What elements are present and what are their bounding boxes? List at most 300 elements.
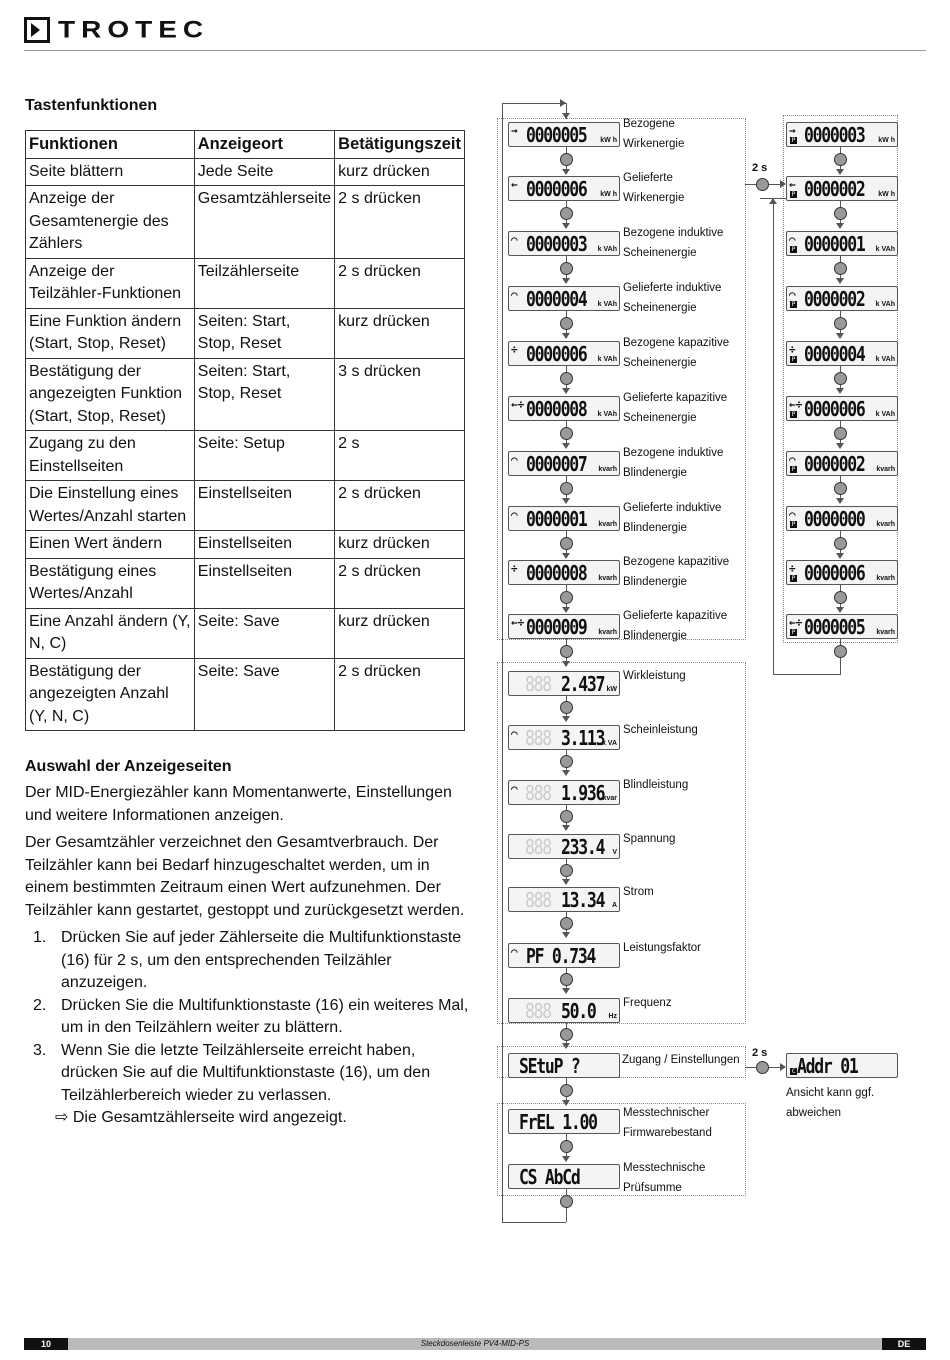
step-item bbox=[25, 1040, 470, 1108]
display-label bbox=[623, 938, 748, 958]
step-text: Drücken Sie die Multifunktionstaste (16) ein weiteres Mal, um in den Teilzählern weiter zu blättern. bbox=[61, 996, 469, 1036]
display-label-line: Bezogene induktive bbox=[623, 447, 724, 459]
table-cell: Einstellseiten bbox=[194, 531, 334, 559]
instant-value-display bbox=[508, 725, 620, 750]
table-cell: kurz drücken bbox=[335, 608, 465, 658]
direction-icon: ÷ bbox=[789, 343, 796, 356]
display-label bbox=[623, 388, 748, 428]
subcounter-display bbox=[786, 396, 898, 421]
multifunction-button-icon bbox=[560, 701, 573, 714]
step-number: 3. bbox=[33, 1041, 47, 1059]
arrow-down-icon bbox=[562, 388, 570, 394]
table-cell: Seite: Save bbox=[194, 658, 334, 731]
table-row bbox=[26, 186, 465, 259]
setup-display bbox=[508, 1053, 620, 1078]
multifunction-button-icon bbox=[834, 153, 847, 166]
table-cell: 2 s drücken bbox=[335, 481, 465, 531]
multifunction-button-icon bbox=[834, 427, 847, 440]
table-cell: Bestätigung der angezeigten Anzahl (Y, N, C) bbox=[26, 658, 195, 731]
table-cell: Die Einstellung eines Wertes/Anzahl starten bbox=[26, 481, 195, 531]
arrow-down-icon bbox=[562, 879, 570, 885]
step-item bbox=[25, 927, 470, 995]
multifunction-button-icon bbox=[756, 178, 769, 191]
subcounter-marker-icon: P bbox=[791, 575, 796, 582]
table-cell: Bestätigung der angezeigten Funktion (Start, Stop, Reset) bbox=[26, 358, 195, 431]
lcd-value: 0000004 bbox=[804, 342, 865, 366]
language-code: DE bbox=[882, 1338, 926, 1350]
table-cell: Jede Seite bbox=[194, 158, 334, 186]
lcd-value: SEtuP ? bbox=[519, 1054, 580, 1078]
instant-value-display bbox=[508, 998, 620, 1023]
brand-logo bbox=[24, 15, 209, 45]
connector-line bbox=[773, 198, 774, 674]
table-cell: 3 s drücken bbox=[335, 358, 465, 431]
subcounter-display bbox=[786, 506, 898, 531]
document-title: Steckdosenleiste PV4-MID-PS bbox=[420, 1339, 530, 1348]
multifunction-button-icon bbox=[834, 372, 847, 385]
display-label-line: Messtechnische bbox=[623, 1162, 706, 1174]
lcd-value: 0000002 bbox=[804, 177, 865, 201]
energy-display bbox=[508, 286, 620, 311]
multifunction-button-icon bbox=[834, 482, 847, 495]
energy-display bbox=[508, 176, 620, 201]
direction-icon: ⌒ bbox=[511, 782, 518, 795]
display-label bbox=[623, 666, 748, 686]
connector-line bbox=[840, 658, 841, 674]
multifunction-button-icon bbox=[834, 317, 847, 330]
display-label-line: Leistungsfaktor bbox=[623, 942, 701, 954]
lcd-unit: kvarh bbox=[876, 575, 895, 582]
lcd-unit: k VAh bbox=[597, 301, 617, 308]
connector-line bbox=[502, 103, 503, 1223]
table-cell: Einstellseiten bbox=[194, 558, 334, 608]
lcd-unit: A bbox=[611, 902, 617, 909]
display-label bbox=[623, 606, 748, 646]
arrow-down-icon bbox=[836, 333, 844, 339]
table-cell: kurz drücken bbox=[335, 158, 465, 186]
table-cell: Seiten: Start, Stop, Reset bbox=[194, 358, 334, 431]
direction-icon: ←÷ bbox=[511, 616, 525, 629]
press-duration-label: 2 s bbox=[752, 1047, 768, 1059]
direction-icon: ⌒ bbox=[511, 727, 518, 740]
subcounter-display bbox=[786, 614, 898, 639]
arrow-down-icon bbox=[836, 223, 844, 229]
table-header-cell: Betätigungszeit bbox=[335, 131, 465, 159]
lcd-value: FrEL 1.00 bbox=[519, 1110, 597, 1134]
arrow-down-icon bbox=[836, 443, 844, 449]
multifunction-button-icon bbox=[834, 207, 847, 220]
arrow-down-icon bbox=[562, 498, 570, 504]
lcd-ghost-digits: 888 bbox=[525, 726, 551, 750]
multifunction-button-icon bbox=[560, 864, 573, 877]
brand-name: TROTEC bbox=[58, 16, 210, 43]
lcd-unit: k VAh bbox=[597, 246, 617, 253]
lcd-value: 0000008 bbox=[526, 561, 587, 585]
multifunction-button-icon bbox=[834, 537, 847, 550]
energy-display bbox=[508, 560, 620, 585]
arrow-down-icon bbox=[562, 932, 570, 938]
table-row bbox=[26, 431, 465, 481]
lcd-unit: kW h bbox=[878, 137, 895, 144]
table-cell: 2 s drücken bbox=[335, 658, 465, 731]
subcounter-display bbox=[786, 176, 898, 201]
connector-line bbox=[566, 1208, 567, 1222]
lcd-value: Addr 01 bbox=[797, 1054, 858, 1078]
lcd-unit: V bbox=[612, 849, 617, 856]
lcd-value: 0000003 bbox=[804, 123, 865, 147]
direction-icon: ÷ bbox=[789, 562, 796, 575]
direction-icon: ← bbox=[789, 178, 796, 191]
lcd-unit: kvar bbox=[602, 795, 617, 802]
display-label-line: Bezogene bbox=[623, 118, 675, 130]
display-label-line: Zugang / Einstellungen bbox=[622, 1054, 740, 1066]
direction-icon: ⌒ bbox=[789, 508, 796, 521]
lcd-unit: kW h bbox=[600, 191, 617, 198]
subcounter-marker-icon: P bbox=[791, 246, 796, 253]
display-label-line: Frequenz bbox=[623, 997, 672, 1009]
display-label-line: Scheinenergie bbox=[623, 302, 697, 314]
multifunction-button-icon bbox=[834, 262, 847, 275]
subcounter-display bbox=[786, 451, 898, 476]
section-title-tastenfunktionen: Tastenfunktionen bbox=[25, 97, 158, 114]
lcd-unit: kvarh bbox=[598, 629, 617, 636]
display-label bbox=[623, 1158, 748, 1198]
multifunction-button-icon bbox=[560, 427, 573, 440]
header-rule bbox=[24, 50, 926, 51]
direction-icon: → bbox=[511, 124, 518, 137]
display-label-line: Bezogene kapazitive bbox=[623, 556, 730, 568]
connector-line bbox=[502, 1222, 566, 1223]
lcd-value: 0000006 bbox=[526, 177, 587, 201]
display-label-line: Bezogene induktive bbox=[623, 227, 724, 239]
lcd-value: 50.0 bbox=[561, 999, 596, 1023]
direction-icon: ⌒ bbox=[789, 453, 796, 466]
table-row bbox=[26, 158, 465, 186]
table-cell: Bestätigung eines Wertes/Anzahl bbox=[26, 558, 195, 608]
lcd-ghost-digits: 888 bbox=[525, 781, 551, 805]
arrow-down-icon bbox=[836, 607, 844, 613]
lcd-unit: k VA bbox=[601, 740, 617, 747]
energy-display bbox=[508, 122, 620, 147]
lcd-value: 0000006 bbox=[804, 561, 865, 585]
display-label bbox=[623, 223, 748, 263]
subcounter-marker-icon: C bbox=[791, 1068, 796, 1075]
table-header-cell: Anzeigeort bbox=[194, 131, 334, 159]
direction-icon: ⌒ bbox=[511, 508, 518, 521]
multifunction-button-icon bbox=[560, 262, 573, 275]
subcounter-marker-icon: P bbox=[791, 356, 796, 363]
lcd-unit: k VAh bbox=[875, 356, 895, 363]
display-label-line: Wirkenergie bbox=[623, 192, 685, 204]
multifunction-button-icon bbox=[560, 1140, 573, 1153]
lcd-ghost-digits: 888 bbox=[525, 835, 551, 859]
direction-icon: ⌒ bbox=[789, 288, 796, 301]
display-label-line: Firmwarebestand bbox=[623, 1127, 712, 1139]
display-label bbox=[623, 333, 748, 373]
lcd-value: PF 0.734 bbox=[526, 944, 596, 968]
arrow-down-icon bbox=[562, 113, 570, 119]
lcd-unit: kvarh bbox=[598, 521, 617, 528]
lcd-value: 0000004 bbox=[526, 287, 587, 311]
lcd-ghost-digits: 888 bbox=[525, 888, 551, 912]
table-cell: Teilzählerseite bbox=[194, 258, 334, 308]
lcd-value: 0000000 bbox=[804, 507, 865, 531]
display-label bbox=[623, 993, 748, 1013]
lcd-value: 0000006 bbox=[804, 397, 865, 421]
step-number: 1. bbox=[33, 929, 47, 946]
lcd-value: 233.4 bbox=[561, 835, 605, 859]
display-label-line: Blindenergie bbox=[623, 576, 687, 588]
connector-line bbox=[745, 184, 756, 185]
lcd-unit: kvarh bbox=[876, 629, 895, 636]
energy-display bbox=[508, 451, 620, 476]
multifunction-button-icon bbox=[560, 372, 573, 385]
direction-icon: ⌒ bbox=[511, 288, 518, 301]
lcd-unit: kW h bbox=[878, 191, 895, 198]
arrow-down-icon bbox=[562, 716, 570, 722]
lcd-value: 0000002 bbox=[804, 452, 865, 476]
instant-value-display bbox=[508, 780, 620, 805]
arrow-down-icon bbox=[562, 770, 570, 776]
direction-icon: ←÷ bbox=[789, 398, 803, 411]
function-table bbox=[25, 130, 465, 731]
lcd-value: 0000006 bbox=[526, 342, 587, 366]
multifunction-button-icon bbox=[560, 810, 573, 823]
table-cell: Eine Anzahl ändern (Y, N, C) bbox=[26, 608, 195, 658]
multifunction-button-icon bbox=[560, 153, 573, 166]
table-header-row bbox=[26, 131, 465, 159]
lcd-unit: kvarh bbox=[598, 575, 617, 582]
lcd-value: 3.113 bbox=[561, 726, 605, 750]
section-title-anzeigeseiten: Auswahl der Anzeigeseiten bbox=[25, 758, 232, 775]
table-row bbox=[26, 558, 465, 608]
lcd-unit: k VAh bbox=[875, 246, 895, 253]
arrow-down-icon bbox=[562, 1043, 570, 1049]
lcd-value: CS AbCd bbox=[519, 1165, 580, 1189]
energy-display bbox=[508, 506, 620, 531]
step-text: Drücken Sie auf jeder Zählerseite die Multifunktionstaste (16) für 2 s, um den entsprechenden Teilzähler anzuzeigen. bbox=[61, 929, 462, 991]
multifunction-button-icon bbox=[560, 1195, 573, 1208]
table-header-cell: Funktionen bbox=[26, 131, 195, 159]
subcounter-marker-icon: P bbox=[791, 191, 796, 198]
table-row bbox=[26, 608, 465, 658]
table-cell: Zugang zu den Einstellseiten bbox=[26, 431, 195, 481]
connector-line bbox=[502, 103, 566, 104]
energy-display bbox=[508, 231, 620, 256]
step-text: Wenn Sie die letzte Teilzählerseite erreicht haben, drücken Sie auf die Multifunktionstaste (16), um den Teilzählerbereich wieder zu verlassen. bbox=[61, 1041, 431, 1104]
display-label-line: Prüfsumme bbox=[623, 1182, 682, 1194]
direction-icon: ⌒ bbox=[789, 233, 796, 246]
display-label-line: Gelieferte kapazitive bbox=[623, 392, 728, 404]
lcd-unit: k VAh bbox=[875, 411, 895, 418]
display-label-line: Blindenergie bbox=[623, 630, 687, 642]
display-label bbox=[623, 168, 748, 208]
direction-icon: ⌒ bbox=[511, 453, 518, 466]
multifunction-button-icon bbox=[560, 645, 573, 658]
page-number: 10 bbox=[24, 1338, 68, 1350]
multifunction-button-icon bbox=[756, 1061, 769, 1074]
table-body bbox=[26, 158, 465, 731]
table-cell: 2 s drücken bbox=[335, 258, 465, 308]
display-label bbox=[623, 114, 748, 154]
display-label bbox=[623, 720, 748, 740]
table-cell: Eine Funktion ändern (Start, Stop, Reset) bbox=[26, 308, 195, 358]
display-note: abweichen bbox=[786, 1107, 841, 1119]
lcd-value: 1.936 bbox=[561, 781, 605, 805]
subcounter-marker-icon: P bbox=[791, 629, 796, 636]
display-label-line: Messtechnischer bbox=[623, 1107, 710, 1119]
table-row bbox=[26, 481, 465, 531]
display-label bbox=[623, 278, 748, 318]
arrow-down-icon bbox=[562, 1100, 570, 1106]
energy-display bbox=[508, 614, 620, 639]
multifunction-button-icon bbox=[560, 1084, 573, 1097]
arrow-down-icon bbox=[562, 661, 570, 667]
multifunction-button-icon bbox=[560, 482, 573, 495]
subcounter-display bbox=[786, 341, 898, 366]
footer-bar bbox=[24, 1338, 926, 1350]
display-label bbox=[623, 829, 748, 849]
multifunction-button-icon bbox=[560, 917, 573, 930]
multifunction-button-icon bbox=[560, 755, 573, 768]
lcd-ghost-digits: 888 bbox=[525, 672, 551, 696]
table-cell: kurz drücken bbox=[335, 308, 465, 358]
table-cell: 2 s bbox=[335, 431, 465, 481]
direction-icon: ÷ bbox=[511, 562, 518, 575]
arrow-down-icon bbox=[562, 825, 570, 831]
arrow-down-icon bbox=[562, 333, 570, 339]
lcd-unit: kvarh bbox=[876, 521, 895, 528]
display-label-line: Scheinleistung bbox=[623, 724, 698, 736]
display-label-line: Wirkleistung bbox=[623, 670, 686, 682]
table-cell: kurz drücken bbox=[335, 531, 465, 559]
direction-icon: ÷ bbox=[511, 343, 518, 356]
display-label bbox=[623, 552, 748, 592]
result-arrow-icon: ⇨ bbox=[55, 1109, 69, 1126]
connector-line bbox=[773, 674, 841, 675]
arrow-down-icon bbox=[836, 169, 844, 175]
direction-icon: ←÷ bbox=[511, 398, 525, 411]
display-label-line: Gelieferte bbox=[623, 172, 673, 184]
display-label-line: Strom bbox=[623, 886, 654, 898]
table-row bbox=[26, 258, 465, 308]
subcounter-marker-icon: P bbox=[791, 137, 796, 144]
lcd-value: 0000009 bbox=[526, 615, 587, 639]
info-display bbox=[508, 1109, 620, 1134]
display-label-line: Blindenergie bbox=[623, 467, 687, 479]
display-label-line: Scheinenergie bbox=[623, 412, 697, 424]
steps-list bbox=[25, 927, 470, 1107]
lcd-unit: kW bbox=[606, 686, 617, 693]
display-label bbox=[623, 882, 748, 902]
arrow-down-icon bbox=[562, 553, 570, 559]
lcd-value: 0000003 bbox=[526, 232, 587, 256]
lcd-unit: k VAh bbox=[597, 411, 617, 418]
subcounter-display bbox=[786, 122, 898, 147]
direction-icon: → bbox=[789, 124, 796, 137]
connector-line bbox=[773, 198, 786, 199]
lcd-unit: Hz bbox=[608, 1013, 617, 1020]
lcd-value: 13.34 bbox=[561, 888, 605, 912]
multifunction-button-icon bbox=[560, 1028, 573, 1041]
lcd-value: 0000005 bbox=[526, 123, 587, 147]
subcounter-marker-icon: P bbox=[791, 411, 796, 418]
table-cell: Seite: Save bbox=[194, 608, 334, 658]
display-label bbox=[623, 1103, 748, 1143]
instant-value-display bbox=[508, 887, 620, 912]
connector-line bbox=[745, 1067, 756, 1068]
result-line bbox=[25, 1107, 470, 1130]
multifunction-button-icon bbox=[834, 645, 847, 658]
direction-icon: ⌒ bbox=[511, 233, 518, 246]
lcd-unit: k VAh bbox=[875, 301, 895, 308]
arrow-down-icon bbox=[836, 278, 844, 284]
table-cell: Seite: Setup bbox=[194, 431, 334, 481]
arrow-down-icon bbox=[836, 388, 844, 394]
lcd-value: 0000001 bbox=[804, 232, 865, 256]
direction-icon: ←÷ bbox=[789, 616, 803, 629]
lcd-unit: k VAh bbox=[597, 356, 617, 363]
subcounter-marker-icon: P bbox=[791, 466, 796, 473]
arrow-down-icon bbox=[562, 443, 570, 449]
subcounter-display bbox=[786, 560, 898, 585]
lcd-unit: kvarh bbox=[876, 466, 895, 473]
address-display bbox=[786, 1053, 898, 1078]
result-text: Die Gesamtzählerseite wird angezeigt. bbox=[72, 1109, 347, 1126]
lcd-unit: kvarh bbox=[598, 466, 617, 473]
arrow-down-icon bbox=[836, 498, 844, 504]
table-row bbox=[26, 308, 465, 358]
arrow-down-icon bbox=[562, 607, 570, 613]
display-label-line: Gelieferte induktive bbox=[623, 282, 722, 294]
display-label bbox=[623, 498, 748, 538]
subcounter-marker-icon: P bbox=[791, 521, 796, 528]
table-cell: Einstellseiten bbox=[194, 481, 334, 531]
multifunction-button-icon bbox=[560, 591, 573, 604]
connector-line bbox=[840, 639, 841, 645]
lcd-ghost-digits: 888 bbox=[525, 999, 551, 1023]
arrow-right-icon bbox=[780, 180, 786, 188]
energy-display bbox=[508, 396, 620, 421]
subcounter-display bbox=[786, 231, 898, 256]
lcd-value: 0000005 bbox=[804, 615, 865, 639]
display-label-line: Wirkenergie bbox=[623, 138, 685, 150]
arrow-down-icon bbox=[562, 278, 570, 284]
lcd-unit: kW h bbox=[600, 137, 617, 144]
press-duration-label: 2 s bbox=[752, 162, 768, 174]
table-cell: Anzeige der Teilzähler-Funktionen bbox=[26, 258, 195, 308]
table-row bbox=[26, 531, 465, 559]
multifunction-button-icon bbox=[560, 207, 573, 220]
arrow-down-icon bbox=[562, 223, 570, 229]
display-label-line: Gelieferte induktive bbox=[623, 502, 722, 514]
arrow-down-icon bbox=[562, 1156, 570, 1162]
display-note: Ansicht kann ggf. bbox=[786, 1087, 875, 1099]
step-number: 2. bbox=[33, 996, 47, 1014]
display-label-line: Scheinenergie bbox=[623, 247, 697, 259]
display-label-line: Gelieferte kapazitive bbox=[623, 610, 728, 622]
arrow-down-icon bbox=[562, 988, 570, 994]
lcd-value: 0000002 bbox=[804, 287, 865, 311]
table-cell: Gesamtzählerseite bbox=[194, 186, 334, 259]
display-label-line: Blindleistung bbox=[623, 779, 689, 791]
instant-value-display bbox=[508, 671, 620, 696]
display-label-line: Blindenergie bbox=[623, 522, 687, 534]
table-cell: 2 s drücken bbox=[335, 558, 465, 608]
display-label-line: Scheinenergie bbox=[623, 357, 697, 369]
arrow-down-icon bbox=[562, 169, 570, 175]
direction-icon: ← bbox=[511, 178, 518, 191]
